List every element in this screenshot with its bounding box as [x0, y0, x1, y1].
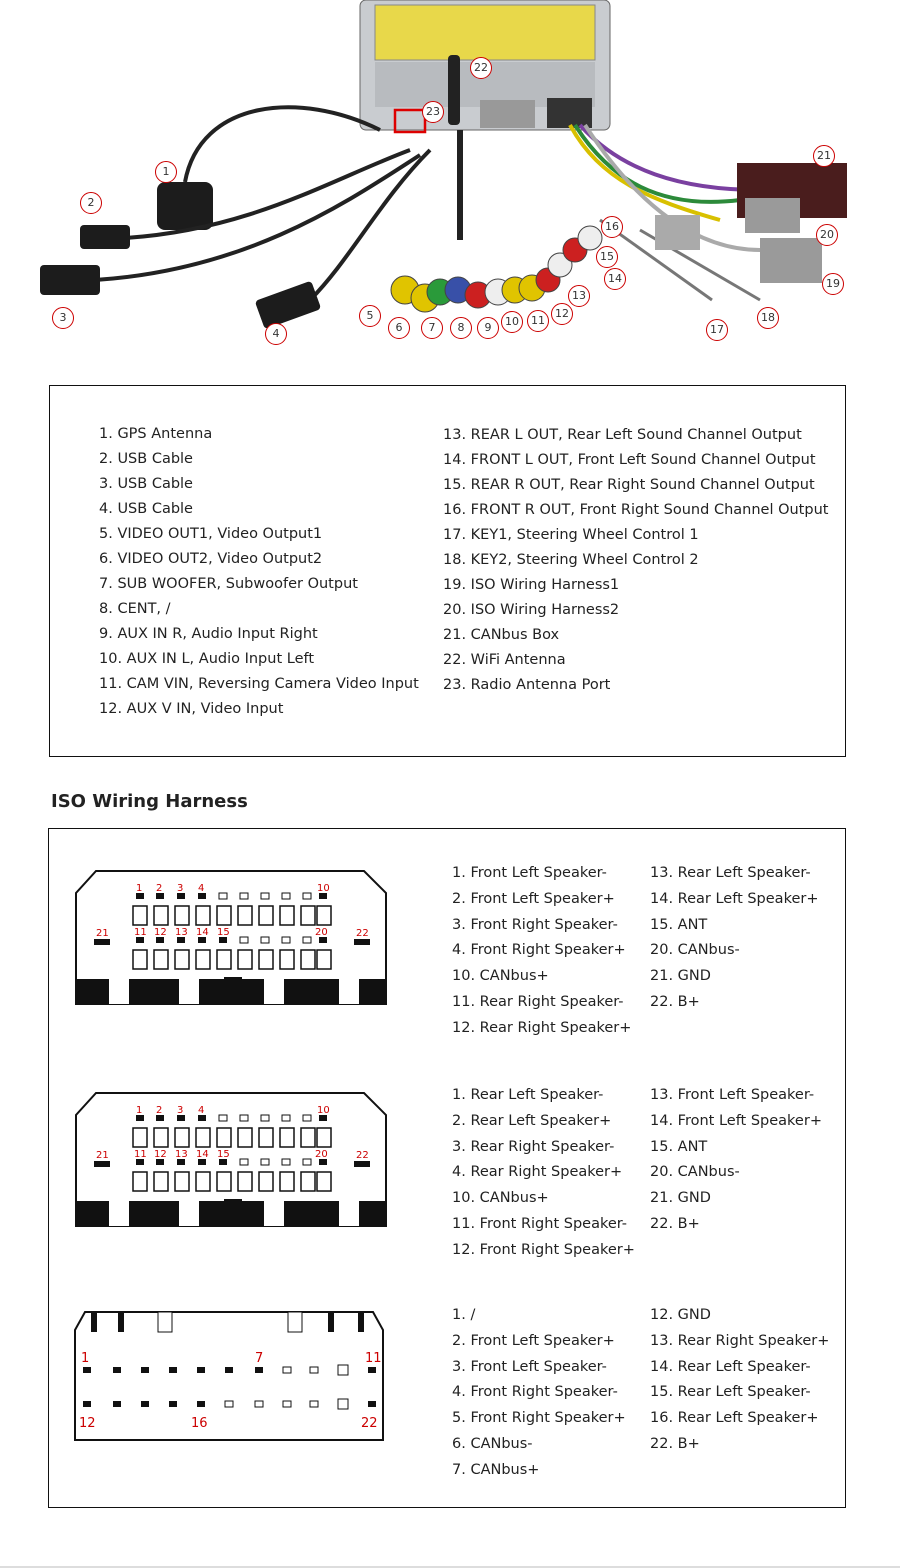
svg-text:11: 11: [365, 1351, 382, 1366]
svg-text:11: 11: [134, 1149, 147, 1160]
callout-9: 9: [477, 317, 499, 339]
list-item: 21. CANbus Box: [443, 627, 560, 643]
list-item: 14. Rear Left Speaker+: [650, 890, 819, 907]
list-item: 5. Front Right Speaker+: [452, 1410, 626, 1427]
svg-text:4: 4: [198, 1105, 205, 1116]
list-item: 1. /: [452, 1307, 476, 1323]
list-item: 11. Front Right Speaker-: [452, 1215, 628, 1232]
list-item: 3. Front Right Speaker-: [452, 916, 618, 933]
callout-22: 22: [470, 57, 492, 79]
list-item: 6. VIDEO OUT2, Video Output2: [99, 551, 323, 567]
callout-21: 21: [813, 145, 835, 167]
svg-text:1: 1: [136, 883, 143, 894]
list-item: 4. Rear Right Speaker+: [452, 1164, 623, 1181]
list-item: 6. CANbus-: [452, 1435, 533, 1452]
list-item: 1. Front Left Speaker-: [452, 865, 607, 881]
callout-12: 12: [551, 303, 573, 325]
list-item: 3. Rear Right Speaker-: [452, 1138, 615, 1155]
harness-box: [48, 828, 846, 1508]
list-item: 12. AUX V IN, Video Input: [99, 701, 284, 717]
svg-text:10: 10: [317, 883, 330, 894]
list-item: 13. Front Left Speaker-: [650, 1087, 815, 1103]
svg-text:4: 4: [198, 883, 205, 894]
svg-text:1: 1: [81, 1351, 90, 1366]
callout-20: 20: [816, 224, 838, 246]
svg-text:22: 22: [356, 1150, 369, 1161]
callout-19: 19: [822, 273, 844, 295]
callout-16: 16: [601, 216, 623, 238]
harness2-pins-col1: [452, 1083, 635, 1264]
list-item: 19. ISO Wiring Harness1: [443, 577, 620, 593]
svg-text:21: 21: [96, 928, 109, 939]
list-item: 11. Rear Right Speaker-: [452, 993, 624, 1010]
warning-label: [375, 5, 595, 60]
svg-text:2: 2: [156, 1105, 163, 1116]
list-item: 1. Rear Left Speaker-: [452, 1087, 604, 1103]
list-item: 5. VIDEO OUT1, Video Output1: [99, 526, 323, 542]
list-item: 2. Front Left Speaker+: [452, 890, 615, 907]
svg-text:12: 12: [154, 927, 167, 938]
list-item: 14. FRONT L OUT, Front Left Sound Channel Output: [443, 452, 816, 468]
callout-5: 5: [359, 305, 381, 327]
list-item: 4. Front Right Speaker+: [452, 942, 626, 959]
usb-plug-2: [80, 225, 130, 249]
list-item: 2. USB Cable: [99, 451, 193, 467]
harness3-pins-col2: [650, 1303, 829, 1458]
list-item: 4. USB Cable: [99, 501, 193, 517]
iso-connector-1: [74, 869, 389, 1009]
callout-1: 1: [155, 161, 177, 183]
main-socket: [547, 98, 592, 128]
list-item: 14. Rear Left Speaker-: [650, 1358, 811, 1375]
list-item: 13. REAR L OUT, Rear Left Sound Channel Output: [443, 427, 802, 443]
svg-text:3: 3: [177, 883, 184, 894]
harness2-pins-col2: [650, 1083, 822, 1238]
list-item: 8. CENT, /: [99, 601, 171, 617]
list-item: 2. Rear Left Speaker+: [452, 1112, 612, 1129]
svg-text:22: 22: [356, 928, 369, 939]
section-title: ISO Wiring Harness: [51, 791, 248, 812]
list-item: 13. Rear Right Speaker+: [650, 1332, 830, 1349]
iso-connector-2: [74, 1091, 389, 1231]
list-item: 21. GND: [650, 1190, 711, 1207]
svg-text:15: 15: [217, 927, 230, 938]
list-item: 15. ANT: [650, 916, 708, 933]
svg-text:3: 3: [177, 1105, 184, 1116]
svg-text:20: 20: [315, 927, 328, 938]
svg-text:13: 13: [175, 1149, 188, 1160]
svg-text:13: 13: [175, 927, 188, 938]
list-item: 15. ANT: [650, 1138, 708, 1155]
list-item: 15. Rear Left Speaker-: [650, 1384, 811, 1401]
list-item: 15. REAR R OUT, Rear Right Sound Channel Output: [443, 477, 815, 493]
small-plug: [655, 215, 700, 250]
callout-23: 23: [422, 101, 444, 123]
mid-socket: [480, 100, 535, 128]
harness3-pins-col1: [452, 1303, 626, 1484]
list-item: 12. Front Right Speaker+: [452, 1241, 635, 1258]
list-item: 20. CANbus-: [650, 1164, 740, 1181]
usb-plug-3: [40, 265, 100, 295]
callout-6: 6: [388, 317, 410, 339]
list-item: 16. Rear Left Speaker+: [650, 1410, 819, 1427]
list-item: 20. ISO Wiring Harness2: [443, 602, 620, 618]
list-item: 10. AUX IN L, Audio Input Left: [99, 651, 315, 667]
list-item: 21. GND: [650, 968, 711, 985]
callout-11: 11: [527, 310, 549, 332]
port-legend: [49, 385, 846, 757]
list-item: 22. B+: [650, 993, 700, 1010]
svg-text:12: 12: [79, 1416, 96, 1431]
callout-17: 17: [706, 319, 728, 341]
list-item: 22. B+: [650, 1435, 700, 1452]
list-item: 22. B+: [650, 1215, 700, 1232]
list-item: 18. KEY2, Steering Wheel Control 2: [443, 552, 699, 568]
list-item: 10. CANbus+: [452, 1190, 549, 1207]
svg-text:22: 22: [361, 1416, 378, 1431]
callout-14: 14: [604, 268, 626, 290]
svg-text:12: 12: [154, 1149, 167, 1160]
list-item: 16. FRONT R OUT, Front Right Sound Channel Output: [443, 502, 829, 518]
list-item: 3. Front Left Speaker-: [452, 1358, 607, 1375]
list-item: 7. SUB WOOFER, Subwoofer Output: [99, 576, 358, 592]
list-item: 23. Radio Antenna Port: [443, 677, 611, 693]
callout-4: 4: [265, 323, 287, 345]
harness1-pins-col1: [452, 861, 631, 1042]
callout-8: 8: [450, 317, 472, 339]
list-item: 1. GPS Antenna: [99, 426, 213, 442]
usb-plug-4: [255, 281, 322, 330]
svg-text:10: 10: [317, 1105, 330, 1116]
callout-15: 15: [596, 246, 618, 268]
svg-text:11: 11: [134, 927, 147, 938]
callout-2: 2: [80, 192, 102, 214]
list-item: 22. WiFi Antenna: [443, 652, 566, 668]
gps-antenna: [157, 182, 213, 230]
svg-text:1: 1: [136, 1105, 143, 1116]
callout-7: 7: [421, 317, 443, 339]
svg-text:2: 2: [156, 883, 163, 894]
list-item: 11. CAM VIN, Reversing Camera Video Input: [99, 676, 419, 692]
list-item: 12. Rear Right Speaker+: [452, 1019, 632, 1036]
legend-list-right: [443, 423, 828, 698]
list-item: 4. Front Right Speaker-: [452, 1384, 618, 1401]
iso-connector-3: [73, 1310, 388, 1445]
callout-18: 18: [757, 307, 779, 329]
callout-3: 3: [52, 307, 74, 329]
list-item: 2. Front Left Speaker+: [452, 1332, 615, 1349]
harness1-pins-col2: [650, 861, 819, 1016]
callout-13: 13: [568, 285, 590, 307]
iso-plug-19: [760, 238, 822, 283]
iso-plug-20: [745, 198, 800, 233]
wifi-antenna: [448, 55, 460, 125]
product-photo: [0, 0, 900, 385]
list-item: 3. USB Cable: [99, 476, 193, 492]
svg-text:14: 14: [196, 927, 209, 938]
svg-text:15: 15: [217, 1149, 230, 1160]
svg-text:7: 7: [255, 1351, 264, 1366]
list-item: 13. Rear Left Speaker-: [650, 865, 811, 881]
svg-text:16: 16: [191, 1416, 208, 1431]
svg-text:21: 21: [96, 1150, 109, 1161]
svg-text:20: 20: [315, 1149, 328, 1160]
list-item: 14. Front Left Speaker+: [650, 1112, 822, 1129]
list-item: 9. AUX IN R, Audio Input Right: [99, 626, 318, 642]
list-item: 7. CANbus+: [452, 1461, 540, 1478]
list-item: 10. CANbus+: [452, 968, 549, 985]
list-item: 12. GND: [650, 1307, 711, 1323]
list-item: 17. KEY1, Steering Wheel Control 1: [443, 527, 699, 543]
callout-10: 10: [501, 311, 523, 333]
legend-list-left: [99, 422, 419, 722]
svg-text:14: 14: [196, 1149, 209, 1160]
list-item: 20. CANbus-: [650, 942, 740, 959]
